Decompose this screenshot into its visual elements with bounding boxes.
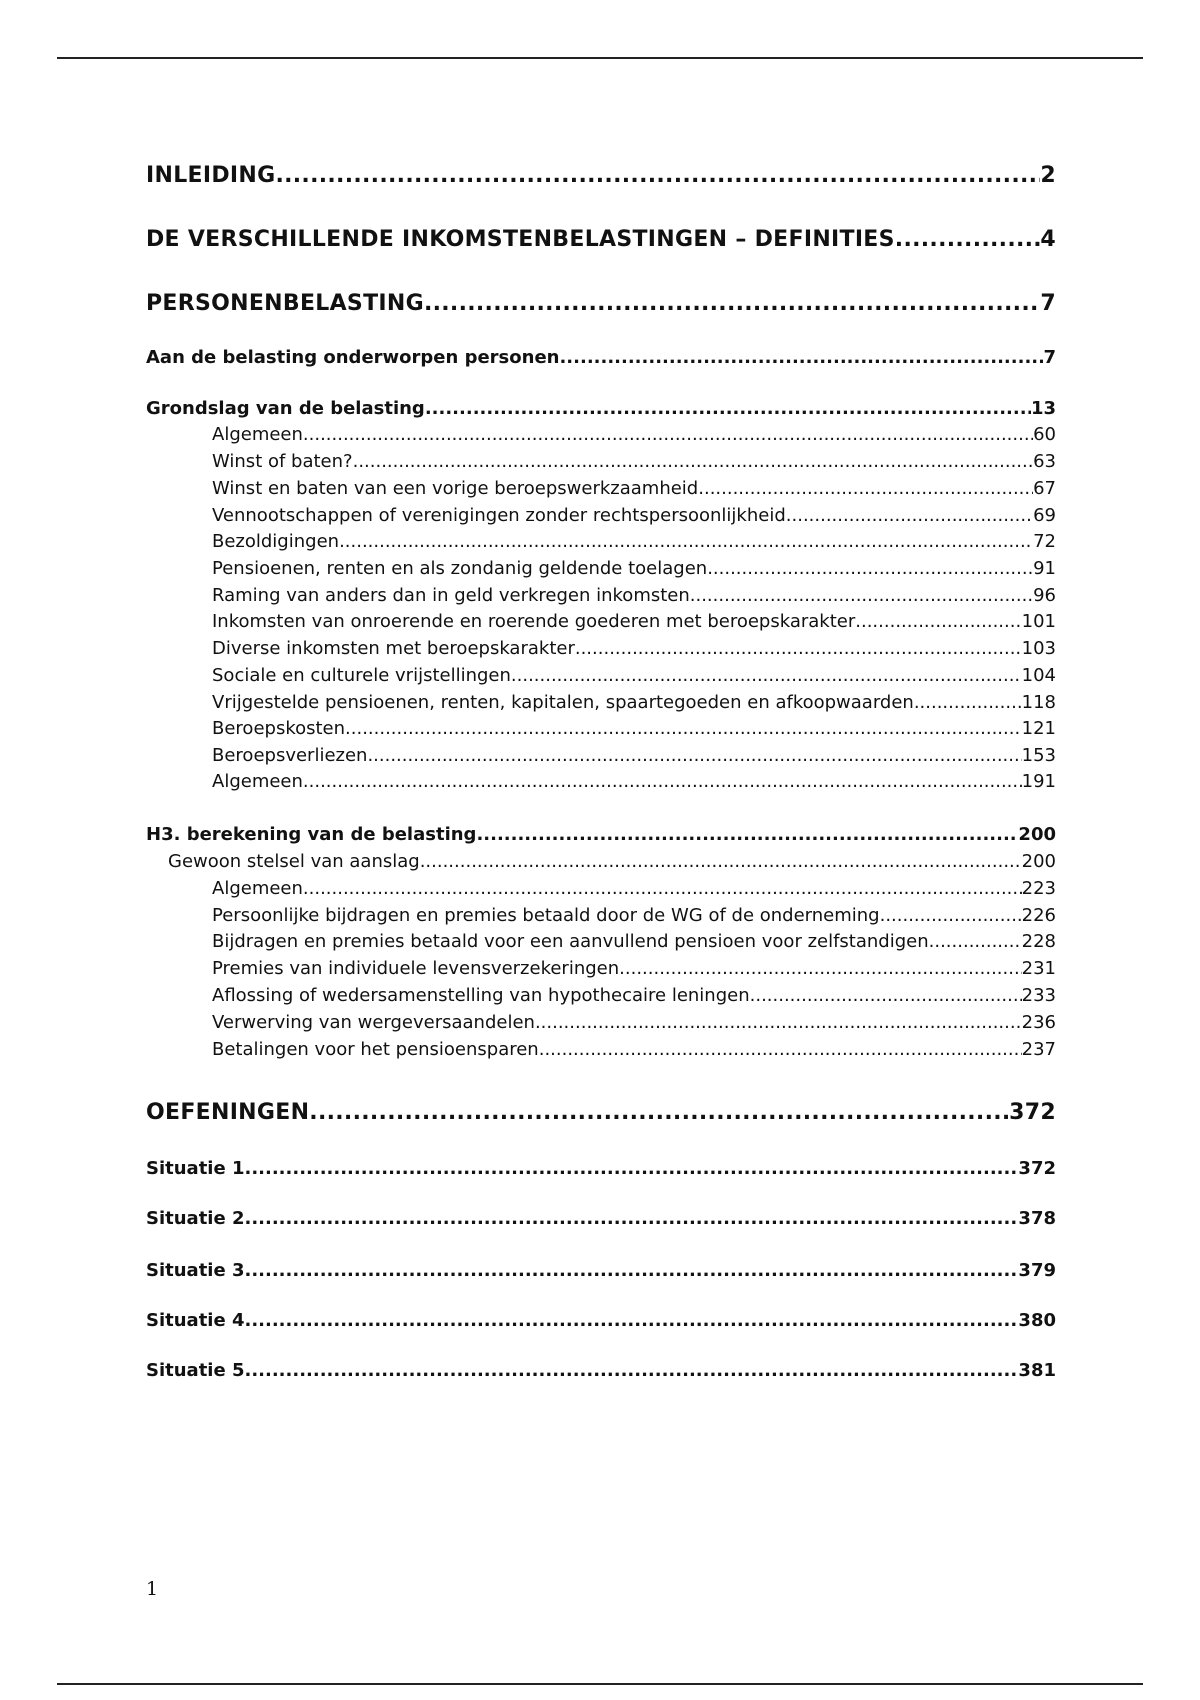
toc-entry-page: 226 [1021, 905, 1056, 926]
toc-entry-title: PERSONENBELASTING [146, 291, 424, 316]
toc-entry-title: Bijdragen en premies betaald voor een aanvullend pensioen voor zelfstandigen [212, 931, 929, 952]
toc-entry-title: Gewoon stelsel van aanslag [168, 851, 420, 872]
toc-entry[interactable] [212, 1012, 1056, 1033]
toc-entry-title: Sociale en culturele vrijstellingen [212, 665, 511, 686]
dot-leader [619, 958, 1021, 979]
dot-leader [420, 851, 1022, 872]
dot-leader [750, 985, 1022, 1006]
toc-entry-title: Betalingen voor het pensioensparen [212, 1039, 539, 1060]
toc-entry[interactable] [212, 451, 1056, 472]
toc-entry-title: Situatie 5 [146, 1360, 245, 1381]
dot-leader [575, 638, 1022, 659]
dot-leader [424, 291, 1040, 316]
toc-entry[interactable] [212, 558, 1056, 579]
toc-entry-title: Aan de belasting onderworpen personen [146, 347, 560, 368]
dot-leader [303, 771, 1022, 792]
toc-entry-title: Aflossing of wedersamenstelling van hypothecaire leningen [212, 985, 750, 1006]
toc-entry[interactable] [212, 745, 1056, 766]
toc-entry[interactable] [212, 665, 1056, 686]
toc-entry-title: Algemeen [212, 424, 303, 445]
toc-entry-title: Persoonlijke bijdragen en premies betaald door de WG of de onderneming [212, 905, 880, 926]
toc-entry[interactable] [146, 163, 1056, 188]
toc-entry-page: 153 [1021, 745, 1056, 766]
dot-leader [855, 611, 1021, 632]
dot-leader [425, 398, 1031, 419]
toc-entry[interactable] [146, 1360, 1056, 1381]
toc-entry[interactable] [212, 585, 1056, 606]
toc-entry-page: 104 [1021, 665, 1056, 686]
toc-entry[interactable] [146, 1208, 1056, 1229]
dot-leader [707, 558, 1033, 579]
toc-entry-page: 101 [1021, 611, 1056, 632]
toc-entry-page: 13 [1030, 398, 1056, 419]
toc-entry[interactable] [212, 931, 1056, 952]
dot-leader [367, 745, 1021, 766]
dot-leader [929, 931, 1022, 952]
toc-entry-title: Algemeen [212, 771, 303, 792]
header-rule [57, 57, 1143, 59]
toc-entry-page: 200 [1021, 851, 1056, 872]
toc-entry-title: Situatie 4 [146, 1310, 245, 1331]
toc-entry-title: Situatie 1 [146, 1158, 245, 1179]
toc-entry-page: 91 [1033, 558, 1056, 579]
toc-entry-page: 228 [1021, 931, 1056, 952]
toc-entry-page: 118 [1021, 692, 1056, 713]
toc-entry[interactable] [212, 905, 1056, 926]
toc-entry[interactable] [212, 958, 1056, 979]
toc-entry-title: Diverse inkomsten met beroepskarakter [212, 638, 575, 659]
dot-leader [303, 878, 1022, 899]
toc-entry-title: Vrijgestelde pensioenen, renten, kapitalen, spaartegoeden en afkoopwaarden. [212, 692, 920, 713]
toc-entry-title: H3. berekening van de belasting [146, 824, 477, 845]
toc-entry[interactable] [146, 824, 1056, 845]
dot-leader [511, 665, 1022, 686]
toc-entry-title: Grondslag van de belasting [146, 398, 425, 419]
toc-entry[interactable] [146, 347, 1056, 368]
toc-entry[interactable] [146, 1260, 1056, 1281]
page-number: 1 [146, 1578, 159, 1600]
toc-entry-title: Raming van anders dan in geld verkregen inkomsten [212, 585, 690, 606]
toc-entry-title: Pensioenen, renten en als zondanig geldende toelagen [212, 558, 708, 579]
toc-entry[interactable] [212, 718, 1056, 739]
dot-leader [698, 478, 1033, 499]
toc-entry-title: Winst of baten? [212, 451, 353, 472]
toc-entry-page: 67 [1033, 478, 1056, 499]
toc-entry-page: 7 [1043, 347, 1056, 368]
dot-leader [275, 163, 1040, 188]
toc-entry-page: 60 [1033, 424, 1056, 445]
dot-leader [920, 692, 1022, 713]
dot-leader [895, 227, 1041, 252]
toc-entry[interactable] [212, 638, 1056, 659]
toc-entry-title: Algemeen [212, 878, 303, 899]
toc-entry-page: 236 [1021, 1012, 1056, 1033]
toc-entry-page: 121 [1021, 718, 1056, 739]
toc-entry-page: 191 [1021, 771, 1056, 792]
toc-entry-title: Bezoldigingen [212, 531, 340, 552]
toc-entry-page: 372 [1009, 1100, 1056, 1125]
toc-entry-page: 4 [1040, 227, 1056, 252]
toc-entry-title: Winst en baten van een vorige beroepswerkzaamheid [212, 478, 699, 499]
toc-entry-title: DE VERSCHILLENDE INKOMSTENBELASTINGEN – DEFINITIES [146, 227, 895, 252]
toc-entry[interactable] [212, 1039, 1056, 1060]
toc-entry-page: 380 [1018, 1310, 1056, 1331]
toc-entry-title: Situatie 2 [146, 1208, 245, 1229]
toc-entry-page: 200 [1018, 824, 1056, 845]
dot-leader [539, 1039, 1022, 1060]
toc-entry[interactable] [212, 692, 1056, 713]
dot-leader [690, 585, 1033, 606]
toc-entry-page: 381 [1018, 1360, 1056, 1381]
toc-entry-page: 233 [1021, 985, 1056, 1006]
toc-entry[interactable] [146, 227, 1056, 252]
dot-leader [880, 905, 1022, 926]
dot-leader [339, 531, 1033, 552]
toc-entry-title: Verwerving van wergeversaandelen [212, 1012, 535, 1033]
toc-entry-title: INLEIDING [146, 163, 276, 188]
toc-entry-page: 378 [1018, 1208, 1056, 1229]
toc-entry-title: Beroepsverliezen [212, 745, 368, 766]
toc-entry-page: 2 [1040, 163, 1056, 188]
dot-leader [244, 1310, 1018, 1331]
toc-entry-page: 379 [1018, 1260, 1056, 1281]
toc-entry[interactable] [146, 1310, 1056, 1331]
toc-entry[interactable] [146, 1100, 1056, 1125]
dot-leader [303, 424, 1033, 445]
dot-leader [244, 1260, 1018, 1281]
footer-rule [57, 1683, 1143, 1685]
dot-leader [309, 1100, 1009, 1125]
toc-entry-page: 7 [1040, 291, 1056, 316]
toc-entry-title: Vennootschappen of verenigingen zonder rechtspersoonlijkheid [212, 505, 786, 526]
dot-leader [353, 451, 1034, 472]
toc-entry[interactable] [212, 505, 1056, 526]
toc-entry-page: 63 [1033, 451, 1056, 472]
dot-leader [559, 347, 1043, 368]
toc-entry-title: Situatie 3 [146, 1260, 245, 1281]
toc-entry-page: 103 [1021, 638, 1056, 659]
toc-entry[interactable] [212, 985, 1056, 1006]
dot-leader [535, 1012, 1022, 1033]
toc-entry-page: 72 [1033, 531, 1056, 552]
toc-entry-page: 96 [1033, 585, 1056, 606]
toc-entry[interactable] [212, 478, 1056, 499]
toc-entry[interactable] [146, 291, 1056, 316]
toc-entry-title: Inkomsten van onroerende en roerende goederen met beroepskarakter [212, 611, 856, 632]
toc-entry[interactable] [212, 611, 1056, 632]
dot-leader [244, 1208, 1018, 1229]
dot-leader [476, 824, 1018, 845]
toc-entry-page: 372 [1018, 1158, 1056, 1179]
toc-entry-page: 237 [1021, 1039, 1056, 1060]
toc-entry[interactable] [212, 771, 1056, 792]
dot-leader [244, 1158, 1018, 1179]
toc-entry[interactable] [212, 531, 1056, 552]
dot-leader [345, 718, 1022, 739]
toc-entry-page: 223 [1021, 878, 1056, 899]
toc-entry-title: Beroepskosten [212, 718, 346, 739]
toc-entry[interactable] [168, 851, 1056, 872]
dot-leader [786, 505, 1033, 526]
toc-entry-title: OEFENINGEN [146, 1100, 310, 1125]
toc-entry[interactable] [146, 1158, 1056, 1179]
toc-entry-page: 231 [1021, 958, 1056, 979]
toc-entry-title: Premies van individuele levensverzekeringen [212, 958, 620, 979]
toc-entry-page: 69 [1033, 505, 1056, 526]
toc-entry[interactable] [212, 424, 1056, 445]
dot-leader [244, 1360, 1018, 1381]
toc-entry[interactable] [212, 878, 1056, 899]
toc-entry[interactable] [146, 398, 1056, 419]
